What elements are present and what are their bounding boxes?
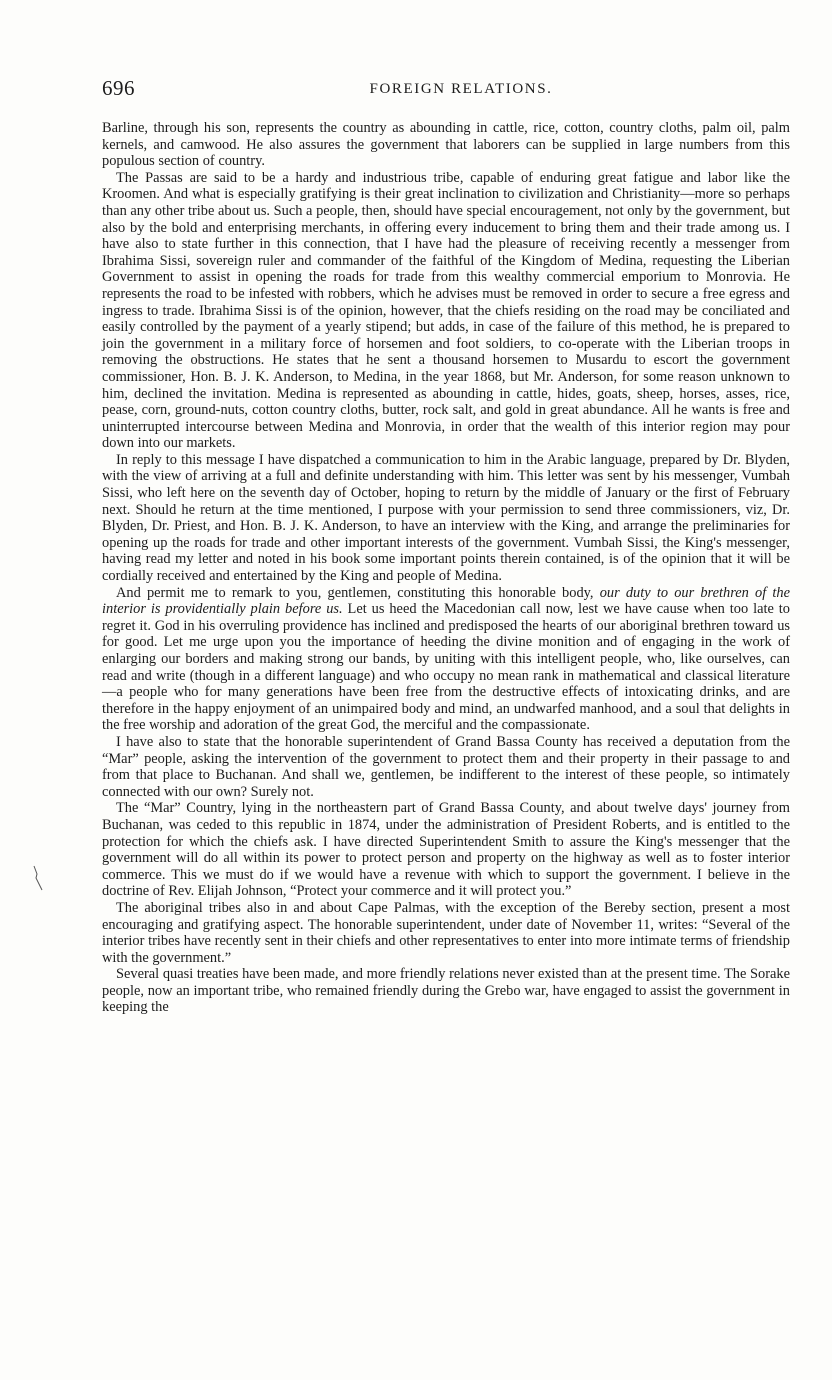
body-text <box>102 120 790 1016</box>
paragraph-4-italic-phrase: our duty to our brethren of the interior is providentially plain before us. <box>102 584 790 618</box>
paragraph-4-rest: Let us heed the Macedonian call now, lest we have cause when too late to regret it. God in his overruling providence has inclined and predisposed the hearts of our aboriginal brethren toward us for good. Let me urge upon you the importance of heeding the divine monition and of engaging in the work of enlarging our borders and making strong our bands, by uniting with this intelligent people, who, like ourselves, can read and write (though in a different language) and who occupy no mean rank in mathematical and classical literature—a people who for many generations have been free from the destructive effects of intoxicating drinks, and are therefore in the happy enjoyment of an unimpaired body and mind, an undwarfed manhood, and a soul that delights in the free worship and adoration of the great God, the merciful and the compassionate. <box>102 601 790 734</box>
paragraph-7: The aboriginal tribes also in and about Cape Palmas, with the exception of the Bereby section, present a most encouraging and gratifying aspect. The honorable superintendent, under date of November 11, writes: “Several of the interior tribes have recently sent in their chiefs and other representatives to enter into more intimate terms of friendship with the government.” <box>102 899 790 966</box>
paragraph-8: Several quasi treaties have been made, and more friendly relations never existed than at the present time. The Sorake people, now an important tribe, who remained friendly during the Grebo war, have engaged to assist the government in keeping the <box>102 966 790 1016</box>
paragraph-1: Barline, through his son, represents the country as abounding in cattle, rice, cotton, country cloths, palm oil, palm kernels, and camwood. He also assures the government that laborers can be supplied in large numbers from this populous section of country. <box>102 120 790 170</box>
paragraph-4 <box>102 585 790 734</box>
paragraph-6: The “Mar” Country, lying in the northeastern part of Grand Bassa County, and about twelve days' journey from Buchanan, was ceded to this republic in 1874, under the administration of President Roberts, and is entitled to the protection for which the chiefs ask. I have directed Superintendent Smith to assure the King's messenger that the government will do all within its power to protect person and property on the highway as well as to foster interior commerce. This we must do if we would have a revenue with which to support the government. I believe in the doctrine of Rev. Elijah Johnson, “Protect your commerce and it will protect you.” <box>102 800 790 900</box>
paragraph-5: I have also to state that the honorable superintendent of Grand Bassa County has received a deputation from the “Mar” people, asking the intervention of the government to protect them and their property in their passage to and from that place to Buchanan. And shall we, gentlemen, be indifferent to the interest of these people, so intimately connected with our own? Surely not. <box>102 733 790 800</box>
page-number: 696 <box>102 76 135 100</box>
margin-mark-icon <box>31 864 45 892</box>
page-header <box>102 76 790 106</box>
paragraph-3: In reply to this message I have dispatched a communication to him in the Arabic language, prepared by Dr. Blyden, with the view of arriving at a full and definite understanding with him. This letter was sent by his messenger, Vumbah Sissi, who left here on the seventh day of October, hoping to return by the middle of January or the first of February next. Should he return at the time mentioned, I purpose with your permission to send three commissioners, viz, Dr. Blyden, Dr. Priest, and Hon. B. J. K. Anderson, to have an interview with the King, and arrange the preliminaries for opening up the roads for trade and other important interests of the government. Vumbah Sissi, the King's messenger, having read my letter and noted in his book some important points therein contained, is of the opinion that it will be cordially received and entertained by the King and people of Medina. <box>102 451 790 585</box>
paragraph-4-lead: And permit me to remark to you, gentlemen, constituting this honorable body, <box>116 584 600 601</box>
paragraph-2: The Passas are said to be a hardy and industrious tribe, capable of enduring great fatigue and labor like the Kroomen. And what is especially gratifying is their great inclination to civilization and Christianity—more so perhaps than any other tribe about us. Such a people, then, should have special encouragement, not only by the government, but also by the bold and enterprising merchants, in offering every inducement to bring them and their trade among us. I have also to state further in this connection, that I have had the pleasure of receiving recently a messenger from Ibrahima Sissi, sovereign ruler and commander of the faithful of the Kingdom of Medina, requesting the Liberian Government to assist in opening the roads for trade from this wealthy commercial emporium to Monrovia. He represents the road to be infested with robbers, which he advises must be removed in order to secure a free egress and ingress to trade. Ibrahima Sissi is of the opinion, however, that the chiefs residing on the road may be conciliated and easily controlled by the payment of a yearly stipend; but adds, in case of the failure of this method, he is prepared to join the government in a military force of horsemen and foot soldiers, to co-operate with the Liberian troops in removing the obstructions. He states that he sent a thousand horsemen to Musardu to escort the government commissioner, Hon. B. J. K. Anderson, to Medina, in the year 1868, but Mr. Anderson, for some reason unknown to him, declined the invitation. Medina is represented as abounding in cattle, hides, goats, sheep, horses, asses, rice, pease, corn, ground-nuts, cotton country cloths, butter, rock salt, and gold in great abundance. All he wants is free and uninterrupted intercourse between Medina and Monrovia, in order that the wealth of this interior region may pour down into our markets. <box>102 169 790 452</box>
running-title: FOREIGN RELATIONS. <box>369 81 553 97</box>
